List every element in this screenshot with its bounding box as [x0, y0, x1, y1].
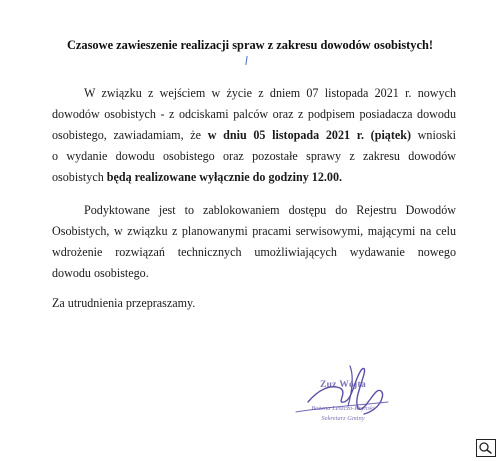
corner-viewer-icon[interactable] — [476, 439, 496, 457]
paragraph-1-line-2: dowodów osobistych - z odciskami palców oraz z podpisem posiadacza dowodu — [52, 107, 456, 121]
stamp-signatory: Bożena Leszczo-Kryński — [311, 405, 375, 412]
paragraph-1-line-1: W związku z wejściem w życie z dniem 07 listopada 2021 r. nowych — [84, 86, 456, 100]
paragraph-2-line-4: dowodu osobistego. — [52, 266, 149, 280]
paragraph-2-line-2: Osobistych, w związku z planowanymi pracami serwisowymi, mającymi na celu — [52, 224, 456, 238]
stamp-position: Sekretarz Gminy — [321, 415, 365, 422]
bold-date: w dniu 05 listopada 2021 r. (piątek) — [207, 128, 411, 142]
stamp-name: Zuz Wójta — [319, 380, 367, 390]
pen-tick-mark — [245, 56, 247, 65]
text-segment: osobistego, zawiadamiam, że — [52, 128, 208, 142]
paragraph-reason — [52, 200, 456, 284]
paragraph-1-line-3 — [52, 125, 456, 146]
bold-deadline: będą realizowane wyłącznie do godziny 12.00. — [106, 170, 343, 184]
text-segment: wnioski — [411, 128, 456, 142]
search-magnifier-icon — [477, 440, 495, 456]
paragraph-2-line-1: Podyktowane jest to zablokowaniem dostępu do Rejestru Dowodów — [84, 203, 456, 217]
paragraph-1-line-5 — [52, 167, 456, 188]
paragraph-2-line-3: wdrożenie rozwiązań technicznych umożliwiających wydawanie nowego — [52, 245, 456, 259]
handwritten-signature-icon — [288, 362, 398, 434]
paragraph-1-line-4: o wydanie dowodu osobistego oraz pozostałe sprawy z zakresu dowodów — [52, 149, 456, 163]
document-title: Czasowe zawieszenie realizacji spraw z zakresu dowodów osobistych! — [66, 38, 434, 52]
closing-line — [52, 293, 456, 314]
signature-block — [288, 362, 398, 434]
text-segment: osobistych — [52, 170, 107, 184]
paragraph-announcement — [52, 83, 456, 188]
closing-text: Za utrudnienia przepraszamy. — [52, 296, 196, 310]
